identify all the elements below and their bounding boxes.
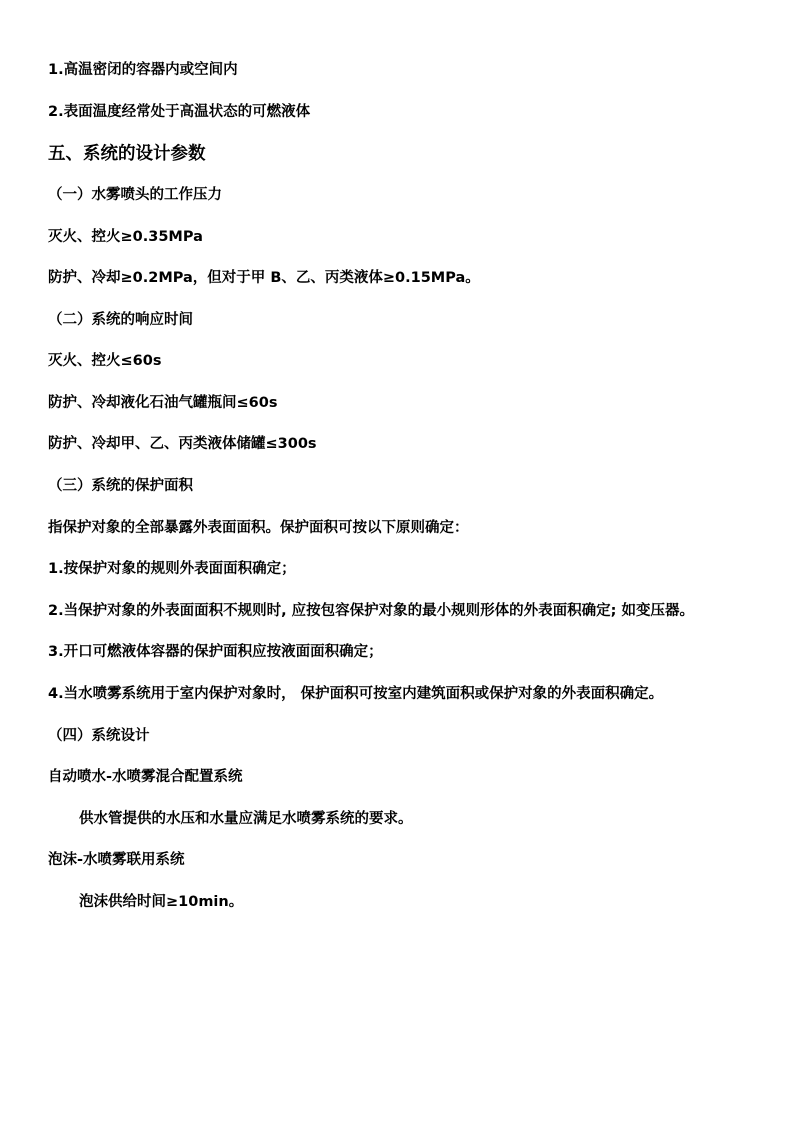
subsection-heading-4: （四）系统设计 bbox=[48, 728, 150, 744]
section-heading: 五、系统的设计参数 bbox=[48, 144, 206, 164]
paragraph: 防护、冷却液化石油气罐瓶间≤60s bbox=[48, 395, 278, 411]
paragraph: 灭火、控火≥0.35MPa bbox=[48, 229, 203, 245]
subsection-heading-1: （一）水雾喷头的工作压力 bbox=[48, 187, 222, 203]
list-item: 2.当保护对象的外表面面积不规则时, 应按包容保护对象的最小规则形体的外表面积确定; 如变压器。 bbox=[48, 603, 694, 619]
paragraph: 指保护对象的全部暴露外表面面积。保护面积可按以下原则确定： bbox=[48, 520, 469, 536]
paragraph: 泡沫-水喷雾联用系统 bbox=[48, 852, 185, 868]
list-item-1: 1.高温密闭的容器内或空间内 bbox=[48, 62, 238, 78]
paragraph: 防护、冷却≥0.2MPa，但对于甲 B、乙、丙类液体≥0.15MPa。 bbox=[48, 270, 480, 286]
paragraph-indented: 供水管提供的水压和水量应满足水喷雾系统的要求。 bbox=[79, 811, 413, 827]
paragraph-indented: 泡沫供给时间≥10min。 bbox=[79, 894, 244, 910]
paragraph: 自动喷水-水喷雾混合配置系统 bbox=[48, 769, 243, 785]
subsection-heading-3: （三）系统的保护面积 bbox=[48, 478, 193, 494]
subsection-heading-2: （二）系统的响应时间 bbox=[48, 312, 193, 328]
list-item-2: 2.表面温度经常处于高温状态的可燃液体 bbox=[48, 104, 311, 120]
list-item: 3.开口可燃液体容器的保护面积应按液面面积确定； bbox=[48, 644, 383, 660]
list-item: 4.当水喷雾系统用于室内保护对象时， 保护面积可按室内建筑面积或保护对象的外表面积确定。 bbox=[48, 686, 664, 702]
list-item: 1.按保护对象的规则外表面面积确定； bbox=[48, 561, 296, 577]
paragraph: 灭火、控火≤60s bbox=[48, 353, 162, 369]
paragraph: 防护、冷却甲、乙、丙类液体储罐≤300s bbox=[48, 436, 317, 452]
